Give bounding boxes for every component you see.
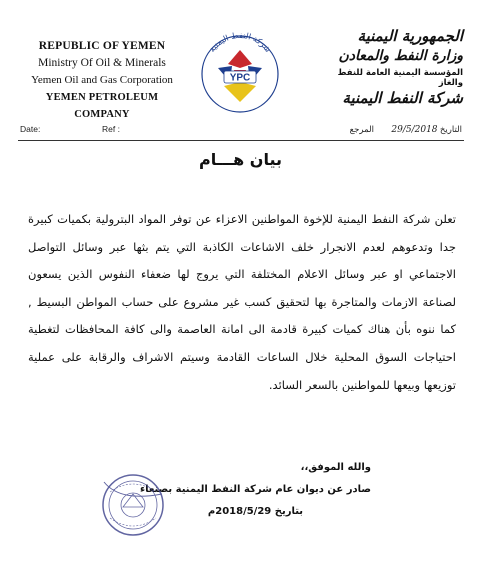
closing-block (140, 457, 371, 523)
handwritten-date: 29/5/2018 (391, 125, 438, 135)
corporation-name-ar: المؤسسة اليمنية العامة للنفط والغاز (337, 68, 463, 88)
reference-line (20, 122, 462, 138)
ministry-name-ar: وزارة النفط والمعادن (338, 48, 463, 64)
header-divider (18, 140, 464, 141)
ref-label-en: Ref : (102, 124, 120, 134)
issue-date-line: بتاريخ 2018/5/29م (207, 506, 304, 517)
logo-arc-text: شركة النفط اليمنية (207, 30, 273, 54)
company-name-ar: شركة النفط اليمنية (342, 89, 463, 107)
country-name-en: REPUBLIC OF YEMEN (38, 40, 166, 52)
statement-body: تعلن شركة النفط اليمنية للإخوة المواطنين الاعزاء عن توفر المواد البترولية بكميات كبيرة جدا وتدعوهم لعدم الانجرار خلف الاشاعات الكاذبة التي يتم بثها عبر وسائل التواصل الاجتماعي او عبر وسائل الاعلام المختلفة التي يروج لها ضعفاء النفوس الذين يسعون لصناعة الازمات والمتاجرة بها لتحقيق كسب غير مشروع على حساب المواطن البسيط , كما ننوه بأن هناك كميات كبيرة قادمة الى امانة العاصمة والى كافة المحافظات لتغطية احتياجات السوق المحلية خلال الساعات القادمة وسيتم الاشراف والرقابة على عملية توزيعها وبيعها للمواطنين بالسعر السائد. (28, 212, 456, 392)
corporation-name-en: Yemen Oil and Gas Corporation (31, 74, 173, 86)
date-field-ar (391, 124, 462, 135)
company-name-en: YEMEN PETROLEUM COMPANY (45, 92, 159, 120)
date-label-ar: التاريخ (439, 124, 462, 134)
document-title: بيان هـــام (198, 150, 282, 169)
letterhead-english (22, 38, 182, 123)
date-label-en: Date: (20, 124, 41, 134)
company-logo (194, 24, 286, 116)
logo-initials: YPC (229, 72, 251, 84)
closing-salutation: والله الموفق،، (300, 462, 371, 473)
ministry-name-en: Ministry Of Oil & Minerals (38, 57, 166, 69)
letterhead-arabic (313, 26, 463, 108)
issuer-line: صادر عن ديوان عام شركة النفط اليمنية بصنعاء (139, 484, 371, 495)
ref-label-ar: المرجع (349, 124, 374, 134)
country-name-ar: الجمهورية اليمنية (357, 27, 463, 45)
official-stamp (100, 472, 166, 538)
